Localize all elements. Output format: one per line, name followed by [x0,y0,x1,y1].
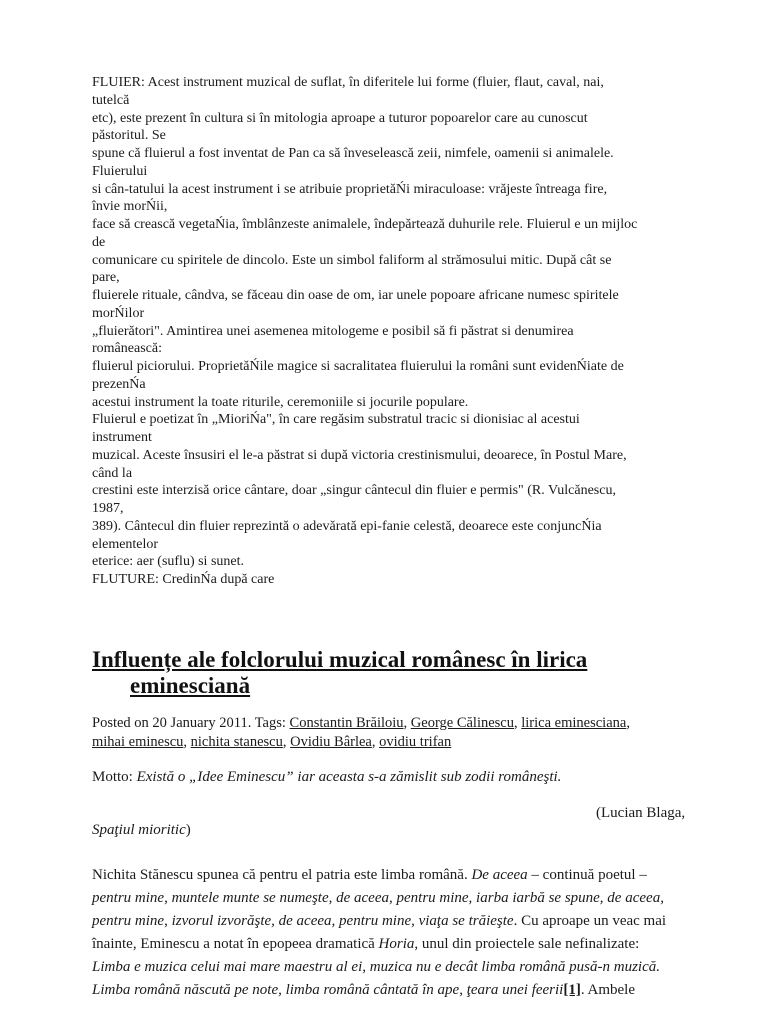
tag-link[interactable]: ovidiu trifan [379,734,452,750]
paragraph-line [92,956,666,979]
intro-line: fluierul piciorului. ProprietăŃile magice si sacralitatea fluierului la români sunt evidenŃiate de [92,359,624,374]
intro-line: si cân-tatului la acest instrument i se atribuie proprietăŃi miraculoase: vrăjeste întreaga fire, [92,181,608,197]
intro-line: FLUTURE: CredinŃa după care [92,572,275,587]
intro-line: „fluierători". Amintirea unei asemenea mitologeme e posibil să fi păstrat si denumirea [92,323,574,339]
paragraph-line [92,864,666,887]
post-date-text: Posted on 20 January 2011. Tags: [92,715,290,731]
tag-link[interactable]: Ovidiu Bârlea [290,734,372,750]
paragraph-text: înainte, Eminescu a notat în epopeea dramatică [92,936,379,952]
paragraph-line [92,887,666,910]
attribution-author: (Lucian Blaga, [596,805,686,821]
intro-line: de [92,234,106,250]
article-paragraph [92,864,666,1002]
intro-line: păstoritul. Se [92,128,166,144]
tag-separator: , [626,715,630,731]
paragraph-line [92,910,666,933]
tag-separator: , [183,734,191,750]
emphasis-text: De aceea [471,867,528,883]
intro-line: învie morŃii, [92,199,168,215]
paragraph-text: – continuă poetul – [527,867,647,883]
intro-line: prezenŃa [92,376,146,392]
paragraph-line [92,979,666,1002]
intro-line: elementelor [92,536,159,552]
tag-link[interactable]: George Călinescu [410,715,514,731]
intro-line: eterice: aer (suflu) si sunet. [92,554,244,570]
tag-link[interactable]: mihai eminescu [92,734,184,750]
intro-text-block [92,74,637,589]
attribution-work: Spaţiul mioritic [92,822,186,838]
motto-quote: Există o „Idee Eminescu” iar aceasta s-a zămislit sub zodii româneşti. [136,769,562,785]
intro-line: 389). Cântecul din fluier reprezintă o adevărată epi-fanie celestă, deoarece este conjuncŃia [92,518,602,534]
tag-separator: , [403,715,411,731]
intro-line: tutelcă [92,92,130,108]
motto [92,768,561,787]
emphasis-text: Limba română născută pe note, limba română cântată în ape, ţeara unei feerii [92,982,564,998]
paragraph-line [92,933,666,956]
emphasis-text: Limba e muzica celui mai mare maestru al ei, muzica nu e decât limba română pusă-n muzică. [92,959,660,975]
tag-separator: , [282,734,291,750]
paragraph-text: . Cu aproape un veac mai [513,913,667,929]
motto-label: Motto: [92,769,137,785]
intro-line: când la [92,465,133,481]
intro-line: face să crească vegetaŃia, îmblânzeste animalele, îndepărtează duhurile rele. Fluierul e un mijloc [92,217,638,232]
emphasis-text: pentru mine, muntele munte se numeşte, de aceea, pentru mine, iarba iarbă se spune, de aceea, [92,890,664,906]
post-meta-line [92,733,630,752]
intro-line: instrument [92,430,152,445]
intro-line: FLUIER: Acest instrument muzical de suflat, în diferitele lui forme (fluier, flaut, caval, nai, [92,75,604,90]
intro-line: etc), este prezent în cultura si în mitologia aproape a tuturor popoarelor care au cunoscut [92,110,588,126]
post-meta-line [92,714,630,733]
paragraph-text: , unul din proiectele sale nefinalizate: [414,936,640,952]
article-title[interactable]: Influențe ale folclorului muzical românesc în lirica eminesciană [92,647,588,698]
emphasis-text: Horia [378,936,415,952]
motto-attribution [92,805,685,839]
tag-link[interactable]: nichita stanescu [190,734,283,750]
tag-separator: , [514,715,522,731]
intro-line: Fluierul e poetizat în „MioriŃa", în care regăsim substratul tracic si dionisiac al acestui [92,412,580,428]
paragraph-text: Nichita Stănescu spunea că pentru el patria este limba română. [92,867,472,883]
intro-line: pare, [92,270,120,286]
intro-line: fluierele rituale, cândva, se făceau din oase de om, iar unele popoare africane numesc spiritele [92,288,619,303]
post-meta [92,714,630,752]
intro-line: Fluierului [92,163,148,179]
intro-line: comunicare cu spiritele de dincolo. Este un simbol faliform al strămosului mitic. După cât se [92,252,612,268]
emphasis-text: pentru mine, izvorul izvorăşte, de aceea, pentru mine, viaţa se trăieşte [92,913,514,929]
paragraph-text: . Ambele [580,982,635,998]
tag-separator: , [371,734,380,750]
attribution-work-line [92,822,685,839]
intro-line: crestini este interzisă orice cântare, doar „singur cântecul din fluier e permis" (R. Vulcănescu, [92,483,616,499]
tag-link[interactable]: Constantin Brăiloiu [289,715,404,731]
attribution-close: ) [185,822,191,838]
intro-line: acestui instrument la toate riturile, ceremoniile si jocurile populare. [92,394,469,410]
intro-line: spune că fluierul a fost inventat de Pan ca să înveselească zeii, nimfele, oamenii si animalele. [92,146,614,161]
intro-line: muzical. Aceste însusiri el le-a păstrat si după victoria crestinismului, deoarece, în Postul Mare, [92,447,627,463]
tag-link[interactable]: lirica eminesciana [521,715,627,731]
intro-line: românească: [92,341,162,357]
intro-line: morŃilor [92,305,145,321]
intro-line: 1987, [92,501,124,516]
footnote-link[interactable]: [1] [563,982,581,998]
